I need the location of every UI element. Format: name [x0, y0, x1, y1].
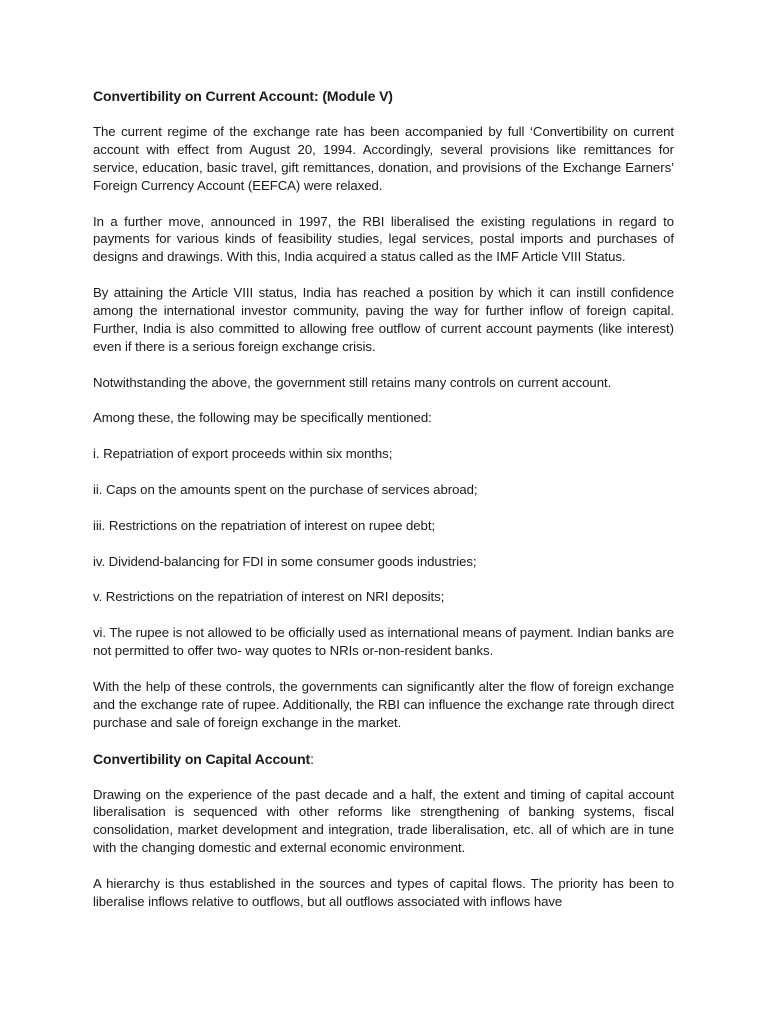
list-item: v. Restrictions on the repatriation of interest on NRI deposits; [93, 589, 445, 605]
paragraph: A hierarchy is thus established in the sources and types of capital flows. The priority has been to liberalise inflows relative to outflows, but all outflows associated with inflows have [93, 876, 674, 909]
list-item: ii. Caps on the amounts spent on the purchase of services abroad; [93, 482, 478, 498]
section-heading-text: Convertibility on Capital Account [93, 750, 311, 767]
list-item: i. Repatriation of export proceeds within six months; [93, 446, 393, 462]
document-body [93, 87, 674, 929]
paragraph: The current regime of the exchange rate has been accompanied by full ‘Convertibility on current account with effect from August 20, 1994. Accordingly, several provisions like remittances for service, education, basic travel, gift remittances, donation, and provisions of the Exchange Earners’ Foreign Currency Account (EEFCA) were relaxed. [93, 124, 674, 193]
section-heading-capital-account [93, 750, 674, 768]
paragraph: Among these, the following may be specifically mentioned: [93, 410, 432, 426]
paragraph: With the help of these controls, the governments can significantly alter the flow of foreign exchange and the exchange rate of rupee. Additionally, the RBI can influence the exchange rate through direct purchase and sale of foreign exchange in the market. [93, 678, 674, 730]
paragraph: Notwithstanding the above, the government still retains many controls on current account. [93, 374, 612, 390]
list-item: iii. Restrictions on the repatriation of interest on rupee debt; [93, 517, 436, 533]
list-item: iv. Dividend-balancing for FDI in some consumer goods industries; [93, 553, 477, 569]
paragraph: Drawing on the experience of the past decade and a half, the extent and timing of capital account liberalisation is sequenced with other reforms like strengthening of banking systems, fiscal consolidation, market development and integration, trade liberalisation, etc. all of which are in tune with the changing domestic and external economic environment. [93, 786, 674, 856]
section-heading-colon: : [310, 750, 314, 767]
paragraph: In a further move, announced in 1997, the RBI liberalised the existing regulations in regard to payments for various kinds of feasibility studies, legal services, postal imports and purchases of designs and drawings. With this, India acquired a status called as the IMF Article VIII Status. [93, 213, 674, 265]
section-heading-current-account: Convertibility on Current Account: (Module V) [93, 88, 393, 104]
paragraph: By attaining the Article VIII status, India has reached a position by which it can instill confidence among the international investor community, paving the way for further inflow of foreign capital. Further, India is also committed to allowing free outflow of current account payments (like interest) even if there is a serious foreign exchange crisis. [93, 285, 674, 354]
list-item: vi. The rupee is not allowed to be officially used as international means of payment. Indian banks are not permitted to offer two- way quotes to NRIs or-non-resident banks. [93, 625, 674, 659]
